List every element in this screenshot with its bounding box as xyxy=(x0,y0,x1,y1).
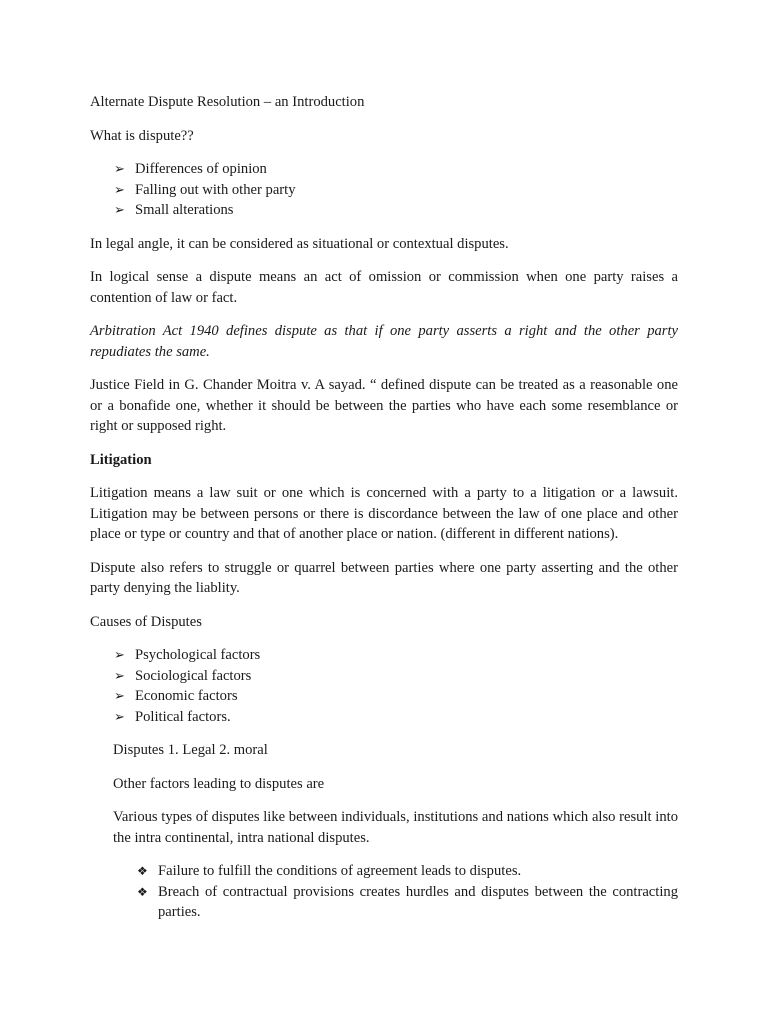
list-item-text: Failure to fulfill the conditions of agreement leads to disputes. xyxy=(158,863,522,879)
paragraph-litigation: Litigation means a law suit or one which is concerned with a party to a litigation or a lawsuit. Litigation may be between persons or there is discordance between the law of one place and other place or type or country and that of another place or nation. (different in different nations). xyxy=(90,485,678,542)
list-item xyxy=(90,686,678,707)
paragraph-logical-sense: In logical sense a dispute means an act of omission or commission when one party raises a contention of law or fact. xyxy=(90,269,678,306)
paragraph-struggle: Dispute also refers to struggle or quarrel between parties where one party asserting and the other party denying the liablity. xyxy=(90,559,678,596)
paragraph-legal-angle: In legal angle, it can be considered as situational or contextual disputes. xyxy=(90,235,509,252)
disputes-types: Disputes 1. Legal 2. moral xyxy=(113,742,268,758)
other-factors-heading: Other factors leading to disputes are xyxy=(113,775,325,792)
document-page xyxy=(90,92,678,936)
factor-bullet-list xyxy=(90,861,678,923)
list-item-text: Sociological factors xyxy=(135,667,252,684)
heading-causes: Causes of Disputes xyxy=(90,613,202,630)
heading-litigation: Litigation xyxy=(90,451,152,468)
list-item-text: Political factors. xyxy=(135,708,231,725)
list-item xyxy=(90,666,678,687)
list-item-text: Falling out with other party xyxy=(135,181,296,198)
list-item-text: Differences of opinion xyxy=(135,161,267,177)
paragraph-various-types: Various types of disputes like between individuals, institutions and nations which also result into the intra continental, intra national disputes. xyxy=(113,809,678,846)
list-item xyxy=(90,645,678,666)
list-item xyxy=(90,707,678,728)
arrow-bullet-icon: ➢ xyxy=(114,647,125,662)
dispute-bullet-list xyxy=(90,159,678,221)
list-item xyxy=(90,180,678,201)
arrow-bullet-icon: ➢ xyxy=(114,708,125,724)
diamond-bullet-icon: ❖ xyxy=(137,884,148,899)
causes-bullet-list xyxy=(90,645,678,727)
question-heading: What is dispute?? xyxy=(90,127,194,144)
arrow-bullet-icon: ➢ xyxy=(114,181,125,197)
list-item-text: Economic factors xyxy=(135,688,238,704)
list-item xyxy=(90,861,678,882)
list-item xyxy=(90,882,678,923)
list-item-text: Small alterations xyxy=(135,202,234,218)
arrow-bullet-icon: ➢ xyxy=(114,161,125,176)
arrow-bullet-icon: ➢ xyxy=(114,688,125,703)
paragraph-arbitration-act: Arbitration Act 1940 defines dispute as that if one party asserts a right and the other party repudiates the same. xyxy=(90,323,678,360)
diamond-bullet-icon: ❖ xyxy=(137,864,148,878)
list-item-text: Breach of contractual provisions creates hurdles and disputes between the contracting parties. xyxy=(158,883,678,920)
list-item xyxy=(90,159,678,180)
arrow-bullet-icon: ➢ xyxy=(114,667,125,683)
arrow-bullet-icon: ➢ xyxy=(114,202,125,217)
paragraph-justice-field: Justice Field in G. Chander Moitra v. A sayad. “ defined dispute can be treated as a reasonable one or a bonafide one, whether it should be between the parties who have each some resemblance or right or supposed right. xyxy=(90,377,678,434)
document-title: Alternate Dispute Resolution – an Introduction xyxy=(90,94,365,110)
list-item xyxy=(90,200,678,221)
list-item-text: Psychological factors xyxy=(135,647,261,663)
